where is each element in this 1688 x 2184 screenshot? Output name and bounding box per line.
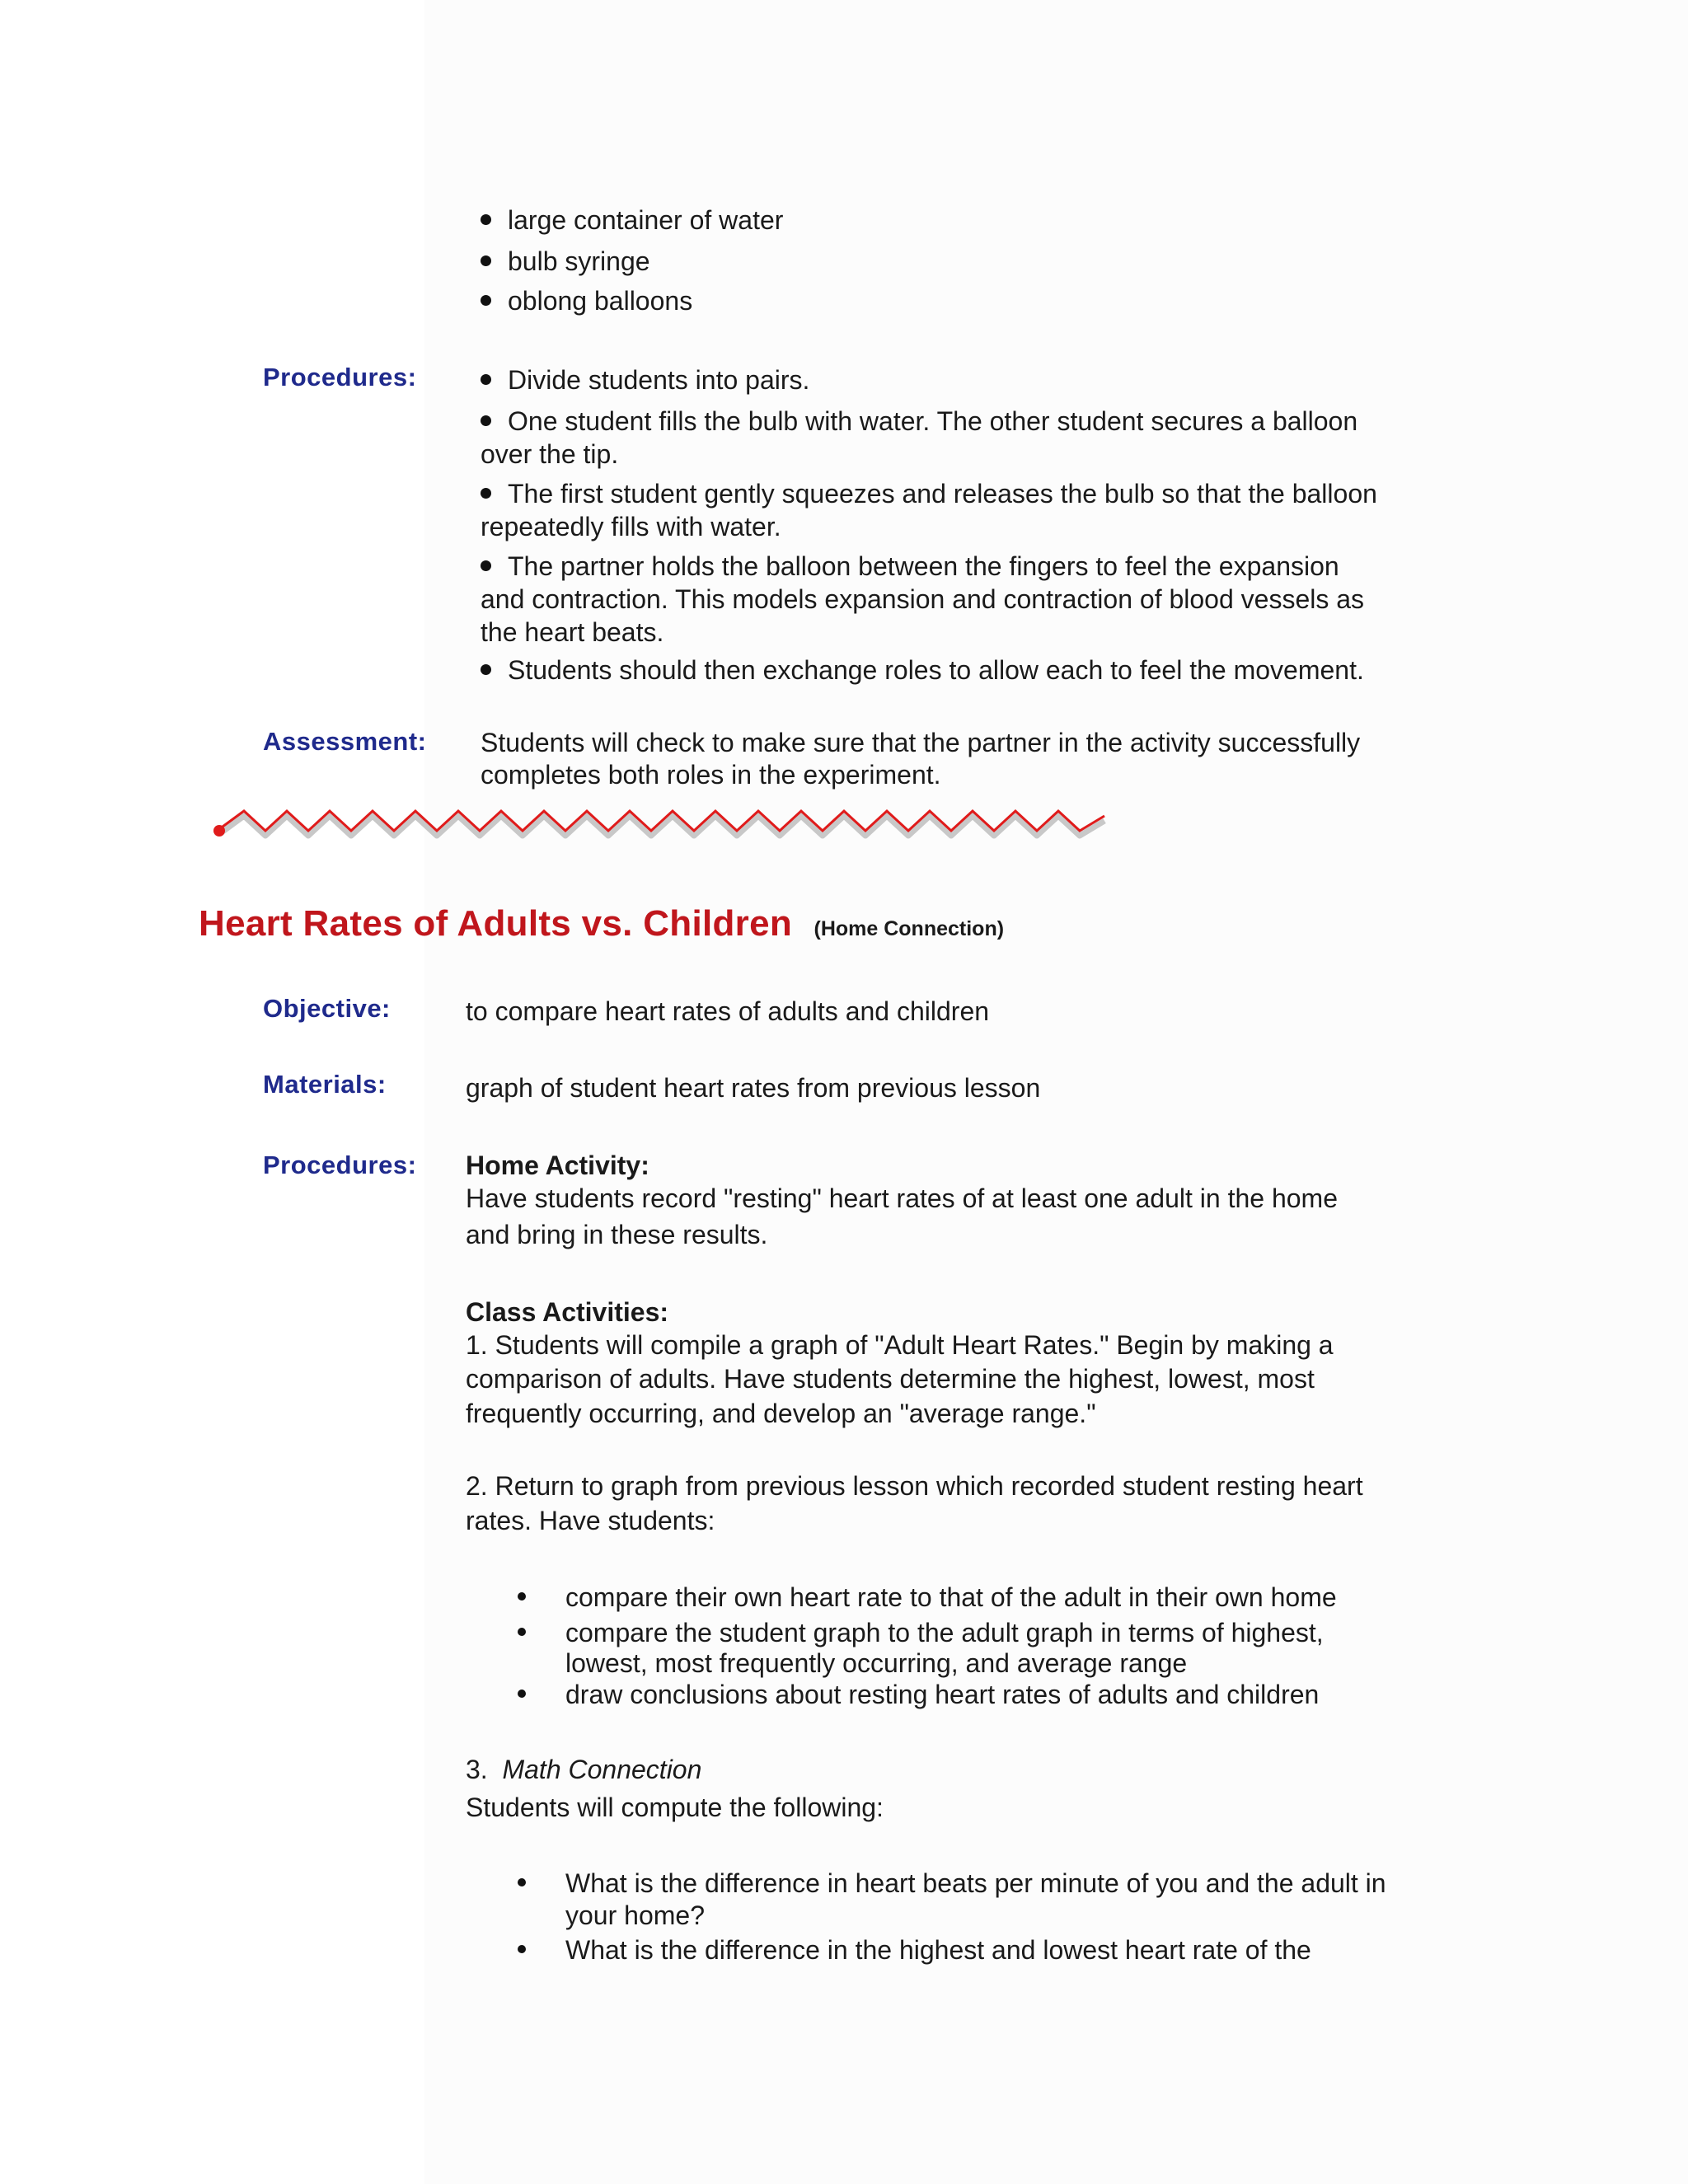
materials-label: Materials: <box>263 1070 387 1099</box>
list-item: Students should then exchange roles to allow each to feel the movement. <box>481 654 1364 687</box>
class-activities-heading: Class Activities: <box>466 1297 669 1327</box>
step-1-text: frequently occurring, and develop an "average range." <box>466 1399 1096 1428</box>
procedures-label-2: Procedures: <box>263 1151 417 1179</box>
section-title-note: (Home Connection) <box>814 917 1005 940</box>
step-1-text: comparison of adults. Have students determine the highest, lowest, most <box>466 1364 1315 1394</box>
home-activity-text: and bring in these results. <box>466 1220 768 1249</box>
bullet-icon <box>481 560 491 571</box>
zigzag-endpoint <box>213 825 225 837</box>
bullet-icon <box>518 1878 526 1886</box>
home-activity-heading: Home Activity: <box>466 1151 649 1180</box>
bullet-icon <box>518 1945 526 1953</box>
bullet-icon <box>518 1690 526 1698</box>
list-item: One student fills the bulb with water. The other student secures a balloon <box>481 405 1357 438</box>
list-item: compare the student graph to the adult graph in terms of highest, <box>565 1618 1324 1647</box>
list-item-continuation: over the tip. <box>481 439 619 469</box>
bullet-icon <box>481 214 491 225</box>
assessment-text: completes both roles in the experiment. <box>481 760 941 790</box>
assessment-label: Assessment: <box>263 727 427 756</box>
bullet-icon <box>481 295 491 306</box>
list-item-continuation: and contraction. This models expansion and contraction of blood vessels as <box>481 584 1365 614</box>
bullet-icon <box>481 664 491 675</box>
list-item: Divide students into pairs. <box>481 363 809 396</box>
list-item-continuation: the heart beats. <box>481 617 664 647</box>
objective-text: to compare heart rates of adults and children <box>466 996 990 1026</box>
list-item: oblong balloons <box>481 284 692 317</box>
list-item: The first student gently squeezes and releases the bulb so that the balloon <box>481 477 1377 510</box>
list-item-continuation: lowest, most frequently occurring, and average range <box>565 1648 1188 1678</box>
list-item: The partner holds the balloon between the fingers to feel the expansion <box>481 550 1339 583</box>
step-3-intro: Students will compute the following: <box>466 1793 884 1822</box>
list-item-continuation: repeatedly fills with water. <box>481 512 781 541</box>
bullet-icon <box>518 1628 526 1636</box>
bullet-icon <box>481 255 491 266</box>
zigzag-shadow <box>219 816 1104 836</box>
bullet-icon <box>518 1592 526 1601</box>
assessment-text: Students will check to make sure that the partner in the activity successfully <box>481 728 1361 757</box>
list-item: large container of water <box>481 204 783 237</box>
list-item-continuation: your home? <box>565 1900 705 1930</box>
section-title-row <box>199 903 1004 944</box>
step-2-text: 2. Return to graph from previous lesson which recorded student resting heart <box>466 1471 1363 1501</box>
section-title: Heart Rates of Adults vs. Children <box>199 903 793 944</box>
list-item: What is the difference in the highest and lowest heart rate of the <box>565 1935 1311 1965</box>
bullet-icon <box>481 415 491 426</box>
objective-label: Objective: <box>263 994 391 1023</box>
step-2-text: rates. Have students: <box>466 1506 715 1535</box>
step-1-text: 1. Students will compile a graph of "Adult Heart Rates." Begin by making a <box>466 1330 1334 1360</box>
zigzag-divider <box>198 791 1137 857</box>
list-item: bulb syringe <box>481 245 650 278</box>
list-item: draw conclusions about resting heart rates of adults and children <box>565 1680 1320 1709</box>
step-3-heading: 3. Math Connection <box>466 1755 702 1784</box>
materials-text: graph of student heart rates from previous lesson <box>466 1073 1041 1103</box>
list-item: compare their own heart rate to that of the adult in their own home <box>565 1582 1337 1612</box>
bullet-icon <box>481 374 491 385</box>
procedures-label: Procedures: <box>263 363 417 391</box>
home-activity-text: Have students record "resting" heart rates of at least one adult in the home <box>466 1183 1338 1213</box>
bullet-icon <box>481 488 491 499</box>
list-item: What is the difference in heart beats per minute of you and the adult in <box>565 1868 1386 1898</box>
